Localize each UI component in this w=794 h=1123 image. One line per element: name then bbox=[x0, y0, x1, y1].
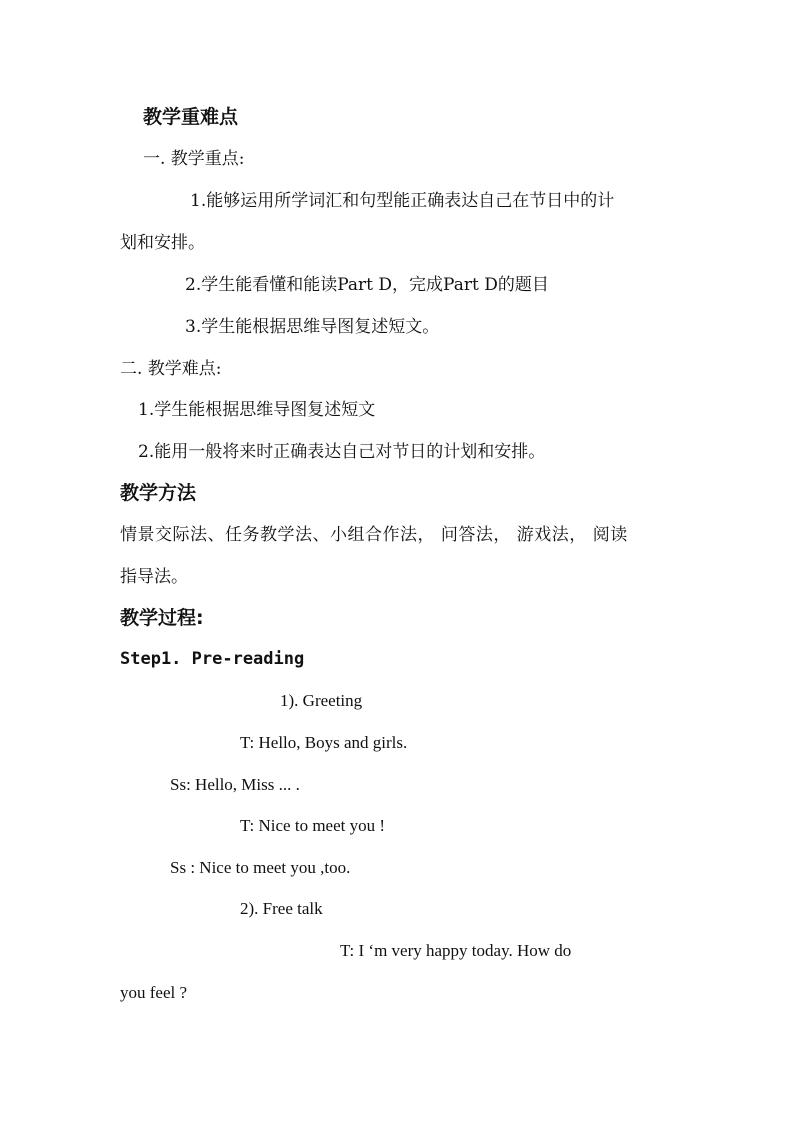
greeting-students-line-2: Ss : Nice to meet you ,too. bbox=[170, 858, 351, 877]
methods-text-line-2: 指导法。 bbox=[120, 567, 188, 587]
difficult-points-heading: 二. 教学难点: bbox=[120, 359, 222, 379]
greeting-students-line-1: Ss: Hello, Miss ... . bbox=[170, 775, 300, 794]
greeting-teacher-line-2: T: Nice to meet you ! bbox=[240, 816, 386, 835]
greeting-label: 1). Greeting bbox=[280, 691, 363, 710]
greeting-teacher-line-1: T: Hello, Boys and girls. bbox=[240, 733, 408, 752]
section-title-methods: 教学方法 bbox=[120, 482, 197, 504]
key-points-heading: 一. 教学重点: bbox=[143, 149, 245, 169]
key-point-item-1-line-2: 划和安排。 bbox=[120, 233, 205, 253]
methods-text-line-1: 情景交际法、任务教学法、小组合作法， 问答法， 游戏法， 阅读 bbox=[120, 525, 628, 545]
free-talk-teacher-line-2: you feel ? bbox=[120, 983, 188, 1002]
key-point-item-1-line-1: 1.能够运用所学词汇和句型能正确表达自己在节日中的计 bbox=[190, 191, 615, 211]
difficult-point-item-1: 1.学生能根据思维导图复述短文 bbox=[138, 400, 376, 420]
section-title-key-difficult-points: 教学重难点 bbox=[143, 106, 239, 128]
section-title-process: 教学过程: bbox=[120, 607, 204, 629]
free-talk-teacher-line-1: T: I ‘m very happy today. How do bbox=[340, 941, 572, 960]
key-point-item-3: 3.学生能根据思维导图复述短文。 bbox=[185, 317, 440, 337]
free-talk-label: 2). Free talk bbox=[240, 899, 323, 918]
step1-title: Step1. Pre-reading bbox=[120, 649, 305, 669]
key-point-item-2: 2.学生能看懂和能读Part D，完成Part D的题目 bbox=[185, 275, 549, 295]
difficult-point-item-2: 2.能用一般将来时正确表达自己对节日的计划和安排。 bbox=[138, 442, 546, 462]
